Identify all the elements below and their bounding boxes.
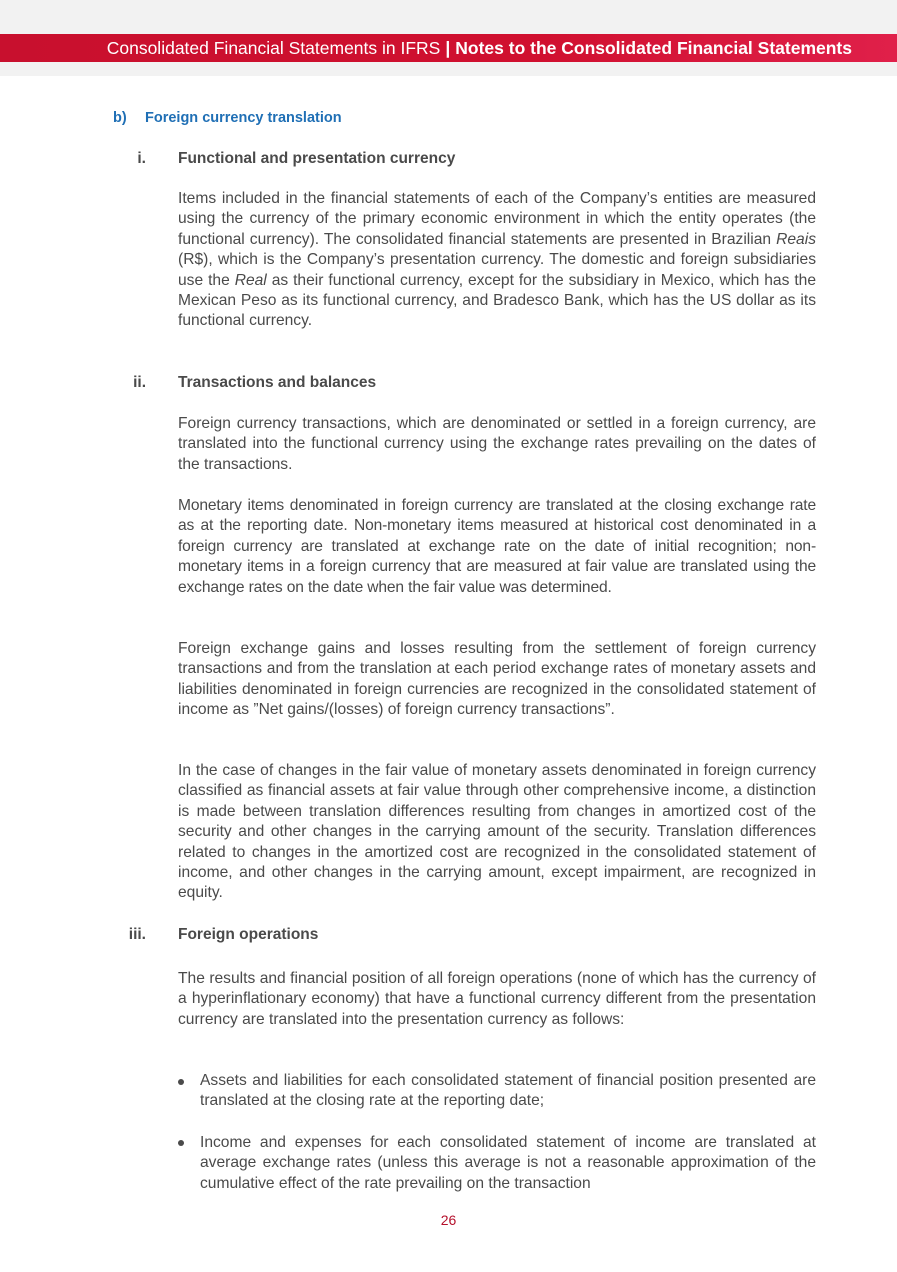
text-run: (R$), which is the Company’s presentation currency. The domestic and foreign subsidiaries use the <box>178 251 816 289</box>
page-number: 26 <box>440 1212 457 1228</box>
subsection-numeral: ii. <box>133 374 146 391</box>
bullet-marker <box>178 1140 184 1146</box>
bullet-item: Assets and liabilities for each consolidated statement of financial position presented are translated at the closing rate at the reporting date; <box>200 1072 816 1110</box>
subsection-title: Transactions and balances <box>178 374 377 391</box>
paragraph: The results and financial position of all foreign operations (none of which has the currency of a hyperinflationary economy) that have a functional currency different from the presentation currency are translated into the presentation currency as follows: <box>178 970 816 1028</box>
paragraph: Foreign exchange gains and losses resulting from the settlement of foreign currency transactions and from the translation at each period exchange rates of monetary assets and liabilities denominated in foreign currencies are recognized in the consolidated statement of income as ”Net gains/(losses) of foreign currency transactions”. <box>178 640 816 719</box>
header-underband <box>0 62 897 76</box>
header-banner <box>0 34 897 62</box>
text-run: Items included in the financial statements of each of the Company’s entities are measured using the currency of the primary economic environment in which the entity operates (the functional currency). The consolidated financial statements are presented in Brazilian <box>178 190 816 248</box>
header-separator: | <box>445 37 451 58</box>
text-run-italic: Reais <box>776 230 816 248</box>
paragraph: In the case of changes in the fair value of monetary assets denominated in foreign currency classified as financial assets at fair value through other comprehensive income, a distinction is made between translation differences resulting from changes in amortized cost of the security and other changes in the carrying amount of the security. Translation differences related to changes in the amortized cost are recognized in the consolidated statement of income, and other changes in the carrying amount, except impairment, are recognized in equity. <box>178 762 816 902</box>
bullet-marker <box>178 1079 184 1085</box>
subsection-numeral: iii. <box>128 926 146 943</box>
paragraph: Monetary items denominated in foreign currency are translated at the closing exchange rate as at the reporting date. Non-monetary items measured at historical cost denominated in a foreign currency are translated at exchange rate on the date of initial recognition; non-monetary items in a foreign currency that are measured at fair value are translated using the exchange rates on the date when the fair value was determined. <box>178 497 816 596</box>
text-run-italic: Real <box>234 271 267 289</box>
subsection-title: Foreign operations <box>178 926 319 943</box>
paragraph <box>178 189 816 332</box>
paragraph: Foreign currency transactions, which are denominated or settled in a foreign currency, are translated into the functional currency using the exchange rates prevailing on the dates of the transactions. <box>178 415 816 473</box>
top-margin <box>0 0 897 34</box>
subsection-numeral: i. <box>137 150 146 167</box>
subsection-title: Functional and presentation currency <box>178 150 456 167</box>
text-run: as their functional currency, except for the subsidiary in Mexico, which has the Mexican Peso as its functional currency, and Bradesco Bank, which has the US dollar as its functional currency. <box>178 271 816 330</box>
section-heading <box>113 110 342 126</box>
section-title: Foreign currency translation <box>145 110 342 126</box>
header-document-title: Consolidated Financial Statements in IFRS <box>106 37 441 58</box>
header-section-title: Notes to the Consolidated Financial Statements <box>455 37 852 58</box>
bullet-item: Income and expenses for each consolidated statement of income are translated at average exchange rates (unless this average is not a reasonable approximation of the cumulative effect of the rate prevailing on the transaction <box>200 1134 816 1192</box>
section-label: b) <box>113 110 127 126</box>
